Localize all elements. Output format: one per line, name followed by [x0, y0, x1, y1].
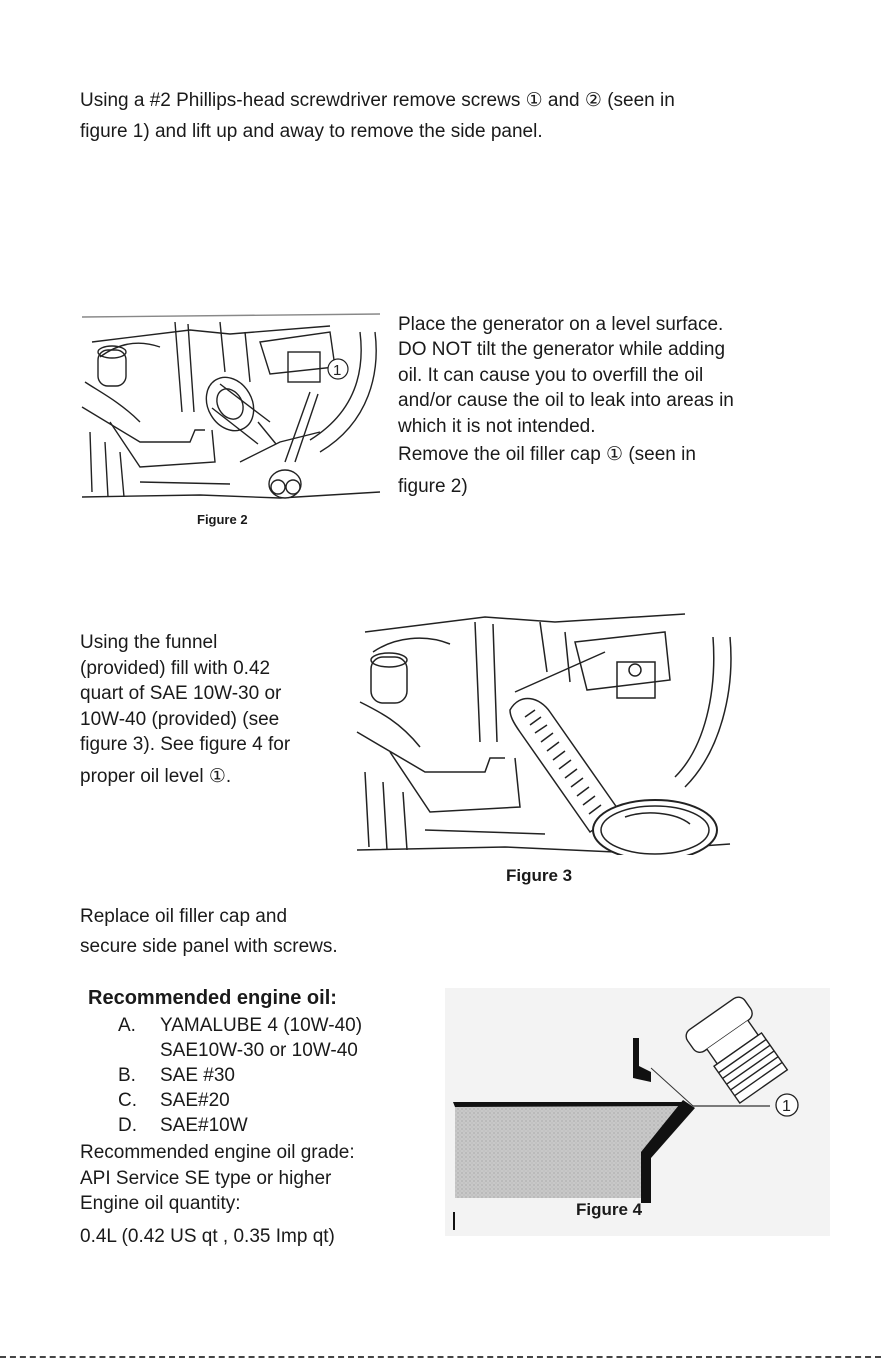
item-label: C.: [118, 1090, 137, 1111]
figure-4-illustration: [445, 988, 830, 1236]
step2-line2: DO NOT tilt the generator while adding: [398, 339, 726, 360]
figure-4-caption: Figure 4: [576, 1200, 643, 1219]
step3-line5: figure 3). See figure 4 for: [80, 734, 291, 755]
item-text: SAE10W-30 or 10W-40: [160, 1040, 358, 1061]
step2-line4: and/or cause the oil to leak into areas in: [398, 390, 734, 411]
step2-line3: oil. It can cause you to overfill the oil: [398, 365, 704, 386]
item-label: A.: [118, 1015, 136, 1036]
recommended-item-a: [118, 1015, 362, 1037]
recommended-heading: Recommended engine oil:: [88, 987, 337, 1009]
oil-quantity-value: 0.4L (0.42 US qt , 0.35 Imp qt): [80, 1226, 335, 1247]
step3-line6: proper oil level ①.: [80, 766, 232, 787]
step4-line1: Replace oil filler cap and: [80, 906, 288, 927]
step1-line1: Using a #2 Phillips-head screwdriver remove screws ① and ② (seen in: [80, 90, 675, 111]
item-text: YAMALUBE 4 (10W-40): [160, 1015, 363, 1036]
recommended-item-a-alt: [118, 1040, 358, 1062]
step1-line2: figure 1) and lift up and away to remove the side panel.: [80, 121, 543, 142]
figure-2-illustration: [80, 312, 385, 507]
figure-3-caption: Figure 3: [506, 866, 573, 885]
oil-grade-label: Recommended engine oil grade:: [80, 1142, 355, 1163]
step3-line1: Using the funnel: [80, 632, 218, 653]
step2-line1: Place the generator on a level surface.: [398, 314, 724, 335]
step4-line2: secure side panel with screws.: [80, 936, 338, 957]
step3-line2: (provided) fill with 0.42: [80, 658, 271, 679]
step2-line6: Remove the oil filler cap ① (seen in: [398, 444, 696, 465]
step3-line3: quart of SAE 10W-30 or: [80, 683, 282, 704]
item-label: D.: [118, 1115, 137, 1136]
figure-4-callout-label: 1: [782, 1098, 791, 1115]
item-label: B.: [118, 1065, 136, 1086]
figure-3-illustration: [355, 612, 735, 855]
step2-line5: which it is not intended.: [398, 416, 596, 437]
recommended-item-d: [118, 1115, 248, 1137]
page-bottom-divider: [0, 1356, 881, 1358]
oil-quantity-label: Engine oil quantity:: [80, 1193, 241, 1214]
recommended-item-c: [118, 1090, 230, 1112]
item-text: SAE #30: [160, 1065, 235, 1086]
item-text: SAE#10W: [160, 1115, 248, 1136]
step2-line7: figure 2): [398, 476, 468, 497]
figure-2-caption: Figure 2: [197, 512, 248, 527]
oil-grade-value: API Service SE type or higher: [80, 1168, 332, 1189]
svg-text:1: 1: [333, 362, 342, 379]
item-text: SAE#20: [160, 1090, 230, 1111]
step3-line4: 10W-40 (provided) (see: [80, 709, 280, 730]
recommended-item-b: [118, 1065, 235, 1087]
